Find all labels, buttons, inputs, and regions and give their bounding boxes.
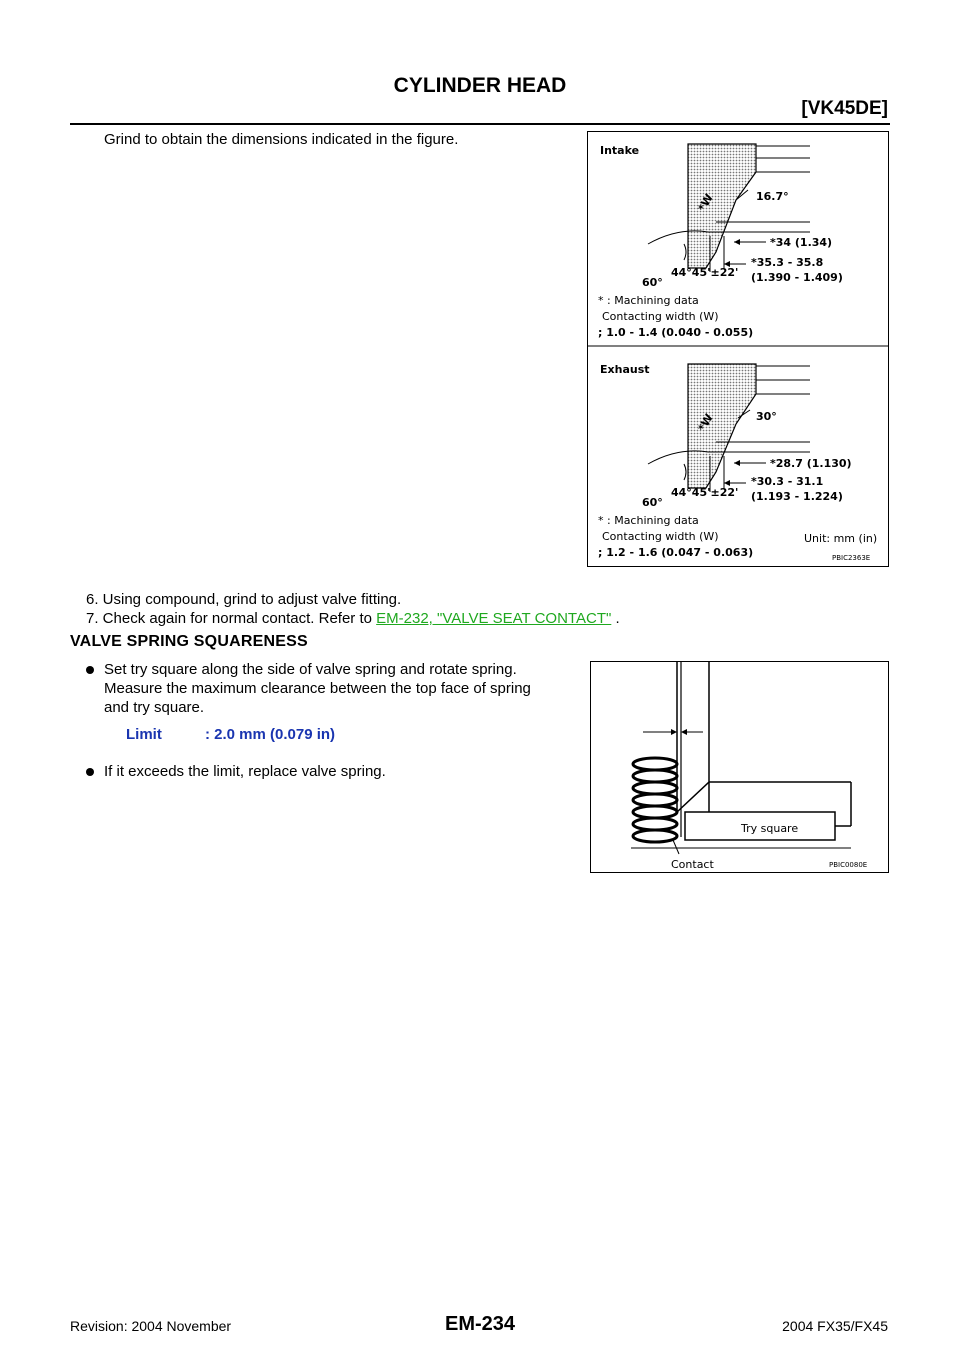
intake-angle-seat: 44°45'±22': [671, 266, 739, 279]
valve-seat-contact-link[interactable]: EM-232, "VALVE SEAT CONTACT": [376, 610, 612, 627]
step-6: 6. Using compound, grind to adjust valve fitting.: [86, 591, 402, 608]
exhaust-note3: ; 1.2 - 1.6 (0.047 - 0.063): [598, 546, 754, 559]
bullet-2-text: If it exceeds the limit, replace valve spring.: [104, 763, 386, 780]
exhaust-angle-seat: 44°45'±22': [671, 486, 739, 499]
exhaust-dim2-line1: *30.3 - 31.1: [751, 475, 824, 488]
intro-text: Grind to obtain the dimensions indicated in the figure.: [104, 131, 459, 148]
bullet-icon: [86, 768, 94, 776]
exhaust-seat-arc: [684, 464, 686, 480]
page-number: EM-234: [444, 1313, 516, 1335]
exhaust-note2: Contacting width (W): [602, 530, 719, 543]
intake-dim2-line2: (1.390 - 1.409): [751, 271, 843, 284]
intake-seat-arc: [684, 244, 686, 260]
intake-note3: ; 1.0 - 1.4 (0.040 - 0.055): [598, 326, 754, 339]
figure1-code: PBIC2363E: [832, 554, 871, 562]
bullet-1-text: [104, 660, 574, 717]
intake-angle-top: 16.7°: [756, 190, 789, 203]
page-title: CYLINDER HEAD: [393, 74, 567, 97]
model-text: 2004 FX35/FX45: [782, 1318, 888, 1334]
limit-value: : 2.0 mm (0.079 in): [205, 726, 336, 743]
bullet-1-line: and try square.: [104, 699, 205, 716]
valve-seat-diagram: [588, 132, 888, 566]
intake-dim2-line1: *35.3 - 35.8: [751, 256, 824, 269]
bullet-1-line: Set try square along the side of valve spring and rotate spring.: [104, 661, 517, 678]
exhaust-label: Exhaust: [600, 363, 650, 376]
arrow-head: [671, 729, 677, 735]
valve-seat-figure: [587, 131, 889, 567]
exhaust-note1: * : Machining data: [598, 514, 699, 527]
exhaust-angle-bottom: 60°: [642, 496, 663, 509]
header-rule: [70, 123, 890, 125]
exhaust-angle-top: 30°: [756, 410, 777, 423]
exhaust-dim2-line2: (1.193 - 1.224): [751, 490, 843, 503]
exhaust-unit: Unit: mm (in): [804, 532, 878, 545]
intake-label: Intake: [600, 144, 640, 157]
exhaust-dim1: *28.7 (1.130): [770, 457, 852, 470]
try-square-diagram: [591, 662, 888, 872]
exhaust-w-label: *W: [695, 411, 716, 434]
step-7-prefix: 7. Check again for normal contact. Refer to: [86, 610, 372, 627]
step-7-suffix: .: [615, 610, 620, 627]
intake-w-label: *W: [695, 191, 716, 214]
intake-note1: * : Machining data: [598, 294, 699, 307]
arrow-head: [734, 239, 740, 245]
engine-code: [VK45DE]: [801, 98, 888, 119]
figure2-code: PBIC0080E: [829, 861, 868, 869]
intake-note2: Contacting width (W): [602, 310, 719, 323]
arrow-head: [734, 460, 740, 466]
bullet-1-line: Measure the maximum clearance between the top face of spring: [104, 680, 531, 697]
bullet-icon: [86, 666, 94, 674]
contact-label: Contact: [671, 858, 714, 871]
contact-leader: [673, 840, 679, 854]
section-title: VALVE SPRING SQUARENESS: [70, 633, 308, 650]
try-square-label: Try square: [741, 822, 799, 835]
intake-dim1: *34 (1.34): [770, 236, 833, 249]
spring-squareness-figure: [590, 661, 889, 873]
step-7: [86, 609, 620, 628]
arrow-head: [681, 729, 687, 735]
try-square-blade: [677, 662, 709, 812]
limit-label: Limit: [126, 726, 162, 743]
intake-angle-bottom: 60°: [642, 276, 663, 289]
revision-text: Revision: 2004 November: [70, 1318, 232, 1334]
valve-spring: [633, 758, 677, 842]
